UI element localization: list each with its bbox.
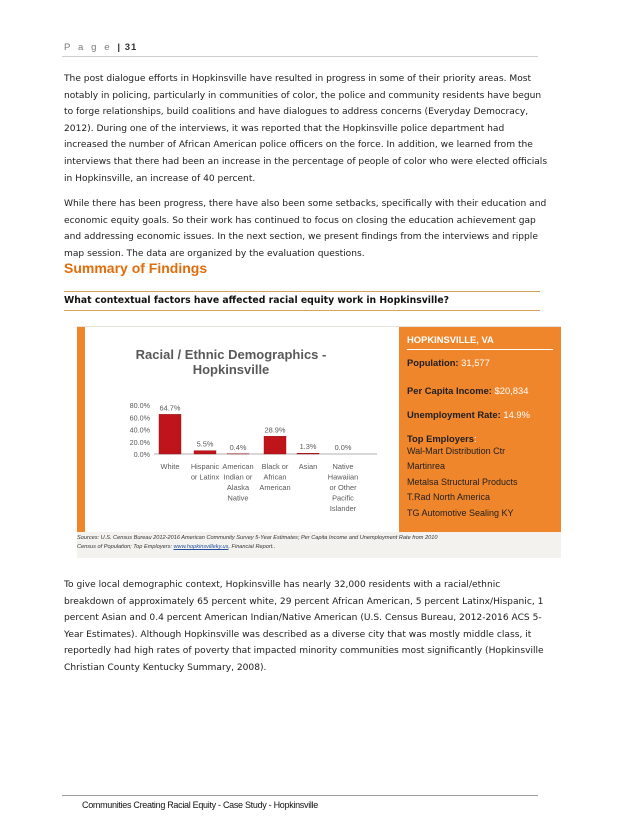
bar (159, 414, 181, 454)
category-label: American (222, 462, 254, 471)
category-label: Pacific (332, 493, 354, 503)
demographics-figure (77, 326, 561, 558)
data-label: 64.7% (159, 403, 181, 413)
figure-sources: Sources: U.S. Census Bureau 2012-2016 American Community Survey 5-Year Estimates; Per Capita Income and Unemployment Rate from 2010 Census of Population; Top Employers: www.hopkinsvilleky.us, Financial Report.. (77, 535, 438, 550)
y-tick-label: 20.0% (129, 437, 150, 447)
paragraph-demographics: To give local demographic context, Hopkinsville has nearly 32,000 residents with a racial/ethnic breakdown of approximately 65 percent white, 29 percent African American, 5 percent Latinx/Hispanic, 1 percent Asian and 0.4 percent American Indian/Native American (U.S. Census Bureau, 2012-2016 ACS 5-Year Estimates). Although Hopkinsville was described as a diverse city that was mostly middle class, it reportedly had high rates of poverty that impacted minority communities most significantly (Hopkinsville Christian County Kentucky Summary, 2008). (64, 580, 544, 673)
source-link[interactable]: www.hopkinsvilleky.us (173, 544, 229, 550)
category-label: American (259, 483, 291, 492)
question-top-rule (64, 291, 540, 292)
data-label: 28.9% (264, 425, 286, 435)
y-tick-label: 40.0% (129, 425, 150, 435)
category-label: Hawaiian (327, 472, 359, 482)
employer-item: T.Rad North America (407, 492, 491, 502)
bar-chart (85, 327, 399, 532)
income-line: Per Capita Income: $20,834 (407, 385, 529, 396)
category-label: Asian (298, 462, 318, 471)
section-heading: Summary of Findings (64, 260, 208, 276)
population-line: Population: 31,577 (407, 357, 490, 368)
chart-title: Racial / Ethnic Demographics - Hopkinsville (135, 347, 327, 377)
employers-label: Top Employers: (407, 433, 477, 444)
data-label: 0.0% (334, 443, 352, 452)
category-label: African (263, 472, 287, 482)
category-label: or Other (329, 483, 357, 492)
category-label: Alaska (226, 483, 250, 492)
figure-accent-bar (77, 327, 85, 532)
city-heading: HOPKINSVILLE, VA (407, 334, 494, 345)
category-label: Native (227, 493, 249, 503)
category-label: Hispanic (190, 462, 220, 471)
category-label: or Latinx (190, 472, 220, 482)
paragraph-progress: The post dialogue efforts in Hopkinsville have resulted in progress in some of their priority areas. Most notably in policing, particularly in communities of color, the police and community residents have begun to forge relationships, build coalitions and have dialogues to address concerns (Everyday Democracy, 2012). During one of the interviews, it was reported that the Hopkinsville police department had increased the number of African American police officers on the force. In addition, we learned from the interviews that there had been an increase in the percentage of people of color who were elected officials in Hopkinsville, an increase of 40 percent. (64, 74, 548, 184)
unemployment-line: Unemployment Rate: 14.9% (407, 409, 530, 420)
data-label: 1.3% (299, 442, 317, 452)
footer-text: Communities Creating Racial Equity - Case Study - Hopkinsville (82, 800, 318, 810)
employer-item: Martinrea (407, 461, 446, 471)
paragraph-setbacks: While there has been progress, there have also been some setbacks, specifically with their education and economic equity goals. So their work has continued to focus on closing the education achievement gap and addressing economic issues. In the next section, we present findings from the interviews and ripple map session. The data are organized by the evaluation questions. (64, 199, 547, 259)
y-tick-label: 60.0% (129, 413, 150, 423)
data-label: 5.5% (196, 439, 214, 449)
evaluation-question: What contextual factors have affected racial equity work in Hopkinsville? (64, 295, 450, 306)
chart-area (85, 327, 399, 532)
city-info-panel (399, 327, 561, 532)
category-label: White (160, 462, 180, 471)
category-label: Islander (329, 504, 357, 513)
category-label: Black or (261, 462, 289, 471)
panel-rule (407, 349, 553, 350)
bar (297, 453, 319, 454)
header-divider (62, 56, 538, 57)
employer-item: Wal-Mart Distribution Ctr (407, 446, 506, 456)
y-tick-label: 80.0% (129, 401, 150, 410)
data-label: 0.4% (229, 442, 247, 452)
question-bottom-rule (64, 310, 540, 311)
category-label: Native (332, 462, 354, 471)
page-number: P a g e | 31 (64, 42, 138, 53)
employer-item: TG Automotive Sealing KY (407, 508, 514, 518)
bar (264, 436, 286, 454)
employer-item: Metalsa Structural Products (407, 477, 518, 487)
bar (194, 451, 216, 454)
category-label: Indian or (223, 472, 253, 482)
y-tick-label: 0.0% (133, 450, 150, 459)
footer-divider (62, 795, 538, 796)
